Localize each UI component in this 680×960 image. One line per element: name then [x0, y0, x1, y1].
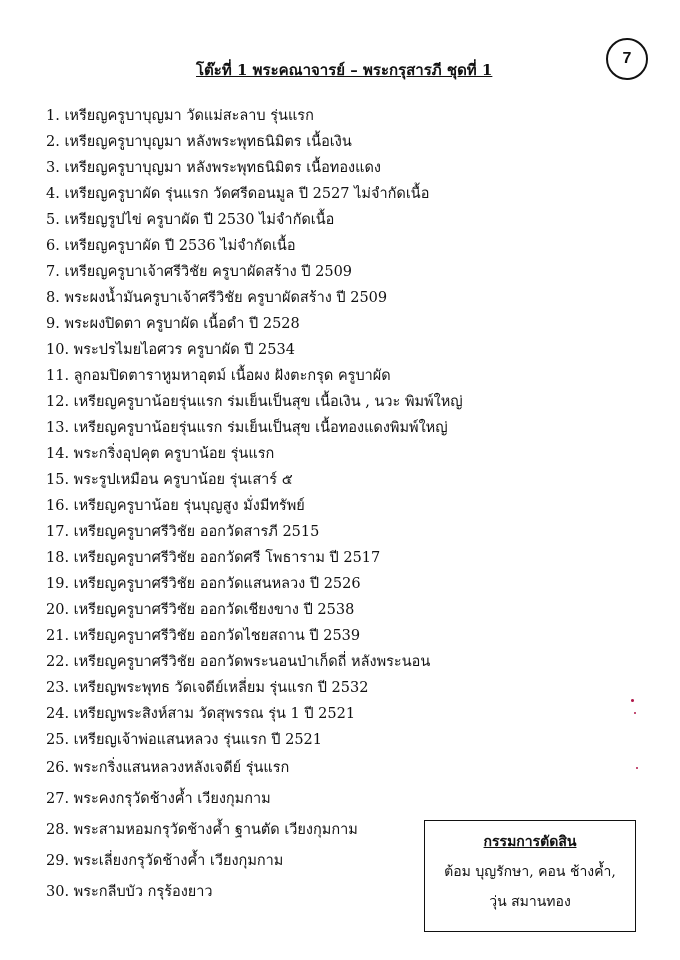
list-item: 14. พระกริ่งอุปคุต ครูบาน้อย รุ่นแรก — [46, 446, 275, 462]
list-item: 15. พระรูปเหมือน ครูบาน้อย รุ่นเสาร์ ๕ — [46, 472, 293, 488]
list-item: 3. เหรียญครูบาบุญมา หลังพระพุทธนิมิตร เนื้อทองแดง — [46, 160, 381, 176]
list-item: 29. พระเลี่ยงกรุวัดช้างค้ำ เวียงกุมกาม — [46, 853, 284, 869]
list-item: 6. เหรียญครูบาผัด ปี 2536 ไม่จำกัดเนื้อ — [46, 238, 296, 254]
list-item: 28. พระสามหอมกรุวัดช้างค้ำ ฐานตัด เวียงกุมกาม — [46, 822, 358, 838]
list-item: 18. เหรียญครูบาศรีวิชัย ออกวัดศรี โพธาราม ปี 2517 — [46, 550, 381, 566]
list-item: 9. พระผงปิดตา ครูบาผัด เนื้อดำ ปี 2528 — [46, 316, 300, 332]
list-item: 24. เหรียญพระสิงห์สาม วัดสุพรรณ รุ่น 1 ปี 2521 — [46, 706, 356, 722]
list-item: 12. เหรียญครูบาน้อยรุ่นแรก ร่มเย็นเป็นสุข เนื้อเงิน , นวะ พิมพ์ใหญ่ — [46, 394, 463, 410]
list-item: 27. พระคงกรุวัดช้างค้ำ เวียงกุมกาม — [46, 791, 271, 807]
list-item: 8. พระผงน้ำมันครูบาเจ้าศรีวิชัย ครูบาผัดสร้าง ปี 2509 — [46, 290, 388, 306]
list-item: 16. เหรียญครูบาน้อย รุ่นบุญสูง มั่งมีทรัพย์ — [46, 498, 305, 514]
list-item: 7. เหรียญครูบาเจ้าศรีวิชัย ครูบาผัดสร้าง ปี 2509 — [46, 264, 353, 280]
list-item: 20. เหรียญครูบาศรีวิชัย ออกวัดเชียงขาง ปี 2538 — [46, 602, 355, 618]
list-item: 17. เหรียญครูบาศรีวิชัย ออกวัดสารภี 2515 — [46, 524, 320, 540]
list-item: 30. พระกลีบบัว กรุร้องยาว — [46, 884, 213, 900]
page-number: 7 — [622, 50, 632, 67]
list-item: 11. ลูกอมปิดตาราหูมหาอุตม์ เนื้อผง ฝังตะกรุด ครูบาผัด — [46, 368, 391, 384]
committee-title: กรรมการตัดสิน — [483, 834, 577, 850]
list-item: 2. เหรียญครูบาบุญมา หลังพระพุทธนิมิตร เนื้อเงิน — [46, 134, 352, 150]
list-item: 21. เหรียญครูบาศรีวิชัย ออกวัดไชยสถาน ปี 2539 — [46, 628, 361, 644]
scan-speck — [636, 767, 638, 769]
list-item: 23. เหรียญพระพุทธ วัดเจดีย์เหลี่ยม รุ่นแรก ปี 2532 — [46, 680, 369, 696]
committee-members-line: ต้อม บุญรักษา, คอน ช้างค้ำ, — [444, 864, 616, 880]
list-item: 5. เหรียญรูปไข่ ครูบาผัด ปี 2530 ไม่จำกัดเนื้อ — [46, 212, 335, 228]
committee-members-line: วุ่น สมานทอง — [489, 894, 571, 910]
item-list — [46, 103, 463, 908]
list-item: 25. เหรียญเจ้าพ่อแสนหลวง รุ่นแรก ปี 2521 — [46, 732, 323, 748]
list-item: 26. พระกริ่งแสนหลวงหลังเจดีย์ รุ่นแรก — [46, 760, 290, 776]
scan-speck — [634, 712, 636, 714]
list-item: 4. เหรียญครูบาผัด รุ่นแรก วัดศรีดอนมูล ปี 2527 ไม่จำกัดเนื้อ — [46, 186, 430, 202]
judging-committee-box — [424, 820, 636, 932]
list-item: 1. เหรียญครูบาบุญมา วัดแม่สะลาบ รุ่นแรก — [46, 108, 314, 124]
list-item: 10. พระปรไมยไอศวร ครูบาผัด ปี 2534 — [46, 342, 295, 358]
page-number-badge — [606, 38, 648, 80]
scan-speck — [631, 699, 634, 702]
page-title: โต๊ะที่ 1 พระคณาจารย์ – พระกรุสารภี ชุดที่ 1 — [196, 61, 493, 79]
list-item: 13. เหรียญครูบาน้อยรุ่นแรก ร่มเย็นเป็นสุข เนื้อทองแดงพิมพ์ใหญ่ — [46, 420, 448, 436]
list-item: 22. เหรียญครูบาศรีวิชัย ออกวัดพระนอนป่าเก็ดถี่ หลังพระนอน — [46, 654, 431, 670]
list-item: 19. เหรียญครูบาศรีวิชัย ออกวัดแสนหลวง ปี 2526 — [46, 576, 361, 592]
